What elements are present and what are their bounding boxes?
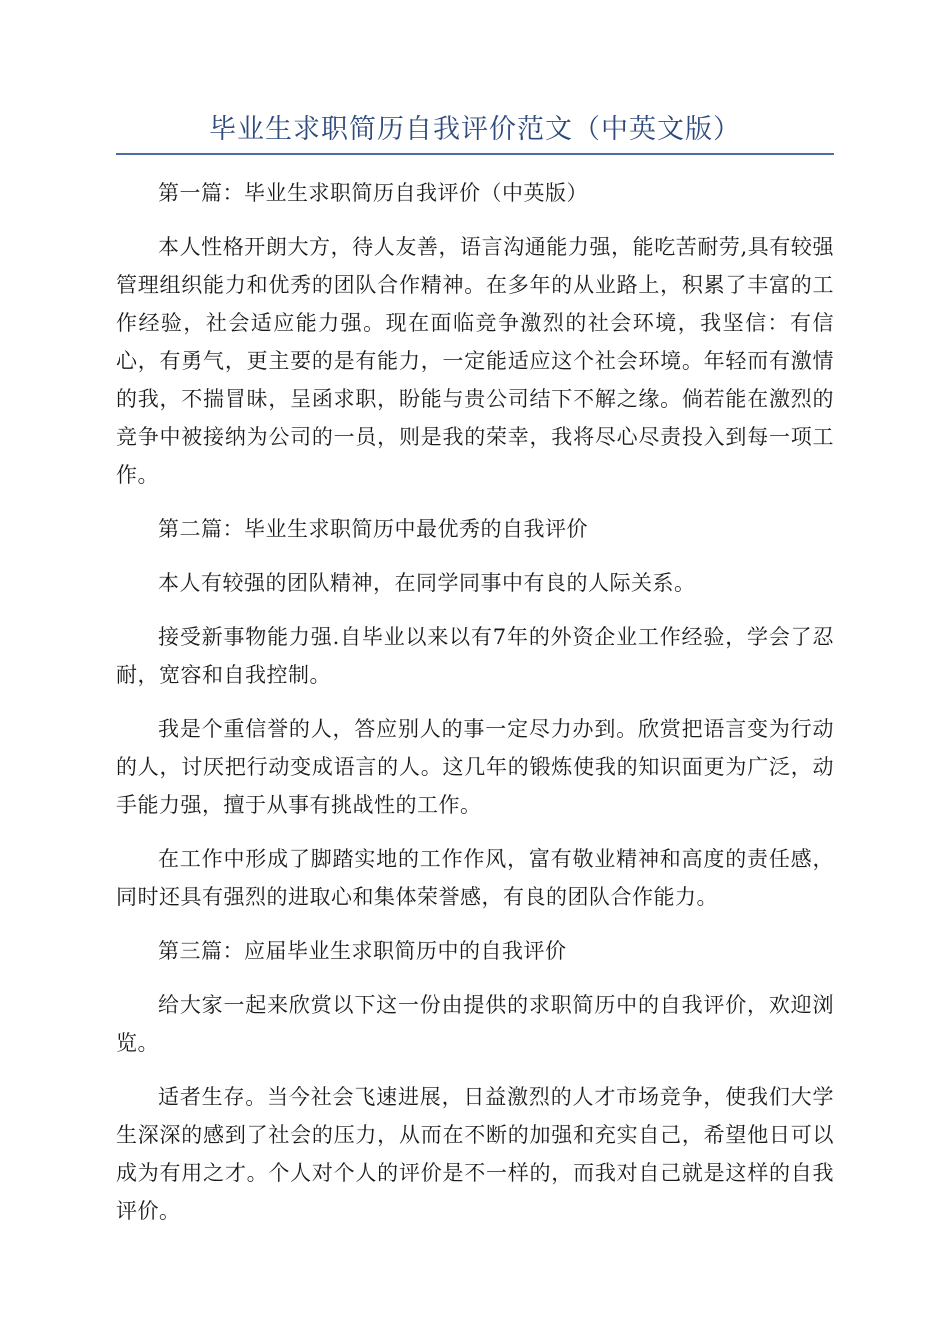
body-paragraph: 在工作中形成了脚踏实地的工作作风，富有敬业精神和高度的责任感，同时还具有强烈的进取心和集体荣誉感，有良的团队合作能力。: [116, 847, 834, 909]
section-heading-1: 第一篇：毕业生求职简历自我评价（中英版）: [158, 181, 588, 205]
section-heading-3: 第三篇：应届毕业生求职简历中的自我评价: [158, 939, 567, 963]
document-title: 毕业生求职简历自我评价范文（中英文版）: [209, 114, 741, 145]
document-body: [116, 174, 834, 1246]
body-paragraph: 本人有较强的团队精神，在同学同事中有良的人际关系。: [158, 571, 696, 595]
section-heading-2: 第二篇：毕业生求职简历中最优秀的自我评价: [158, 517, 588, 541]
body-paragraph: 给大家一起来欣赏以下这一份由提供的求职简历中的自我评价，欢迎浏览。: [116, 993, 834, 1055]
body-paragraph: 接受新事物能力强.自毕业以来以有7年的外资企业工作经验，学会了忍耐，宽容和自我控制。: [116, 625, 834, 687]
body-paragraph: 适者生存。当今社会飞速进展，日益激烈的人才市场竞争，使我们大学生深深的感到了社会的压力，从而在不断的加强和充实自己，希望他日可以成为有用之才。个人对个人的评价是不一样的，而我对自己就是这样的自我评价。: [116, 1085, 834, 1223]
body-paragraph: 本人性格开朗大方，待人友善，语言沟通能力强，能吃苦耐劳,具有较强管理组织能力和优秀的团队合作精神。在多年的从业路上，积累了丰富的工作经验，社会适应能力强。现在面临竞争激烈的社会环境，我坚信：有信心，有勇气，更主要的是有能力，一定能适应这个社会环境。年轻而有激情的我，不揣冒昧，呈函求职，盼能与贵公司结下不解之缘。倘若能在激烈的竞争中被接纳为公司的一员，则是我的荣幸，我将尽心尽责投入到每一项工作。: [116, 235, 834, 487]
title-underline: [116, 153, 834, 155]
body-paragraph: 我是个重信誉的人，答应别人的事一定尽力办到。欣赏把语言变为行动的人，讨厌把行动变成语言的人。这几年的锻炼使我的知识面更为广泛，动手能力强，擅于从事有挑战性的工作。: [116, 717, 834, 817]
